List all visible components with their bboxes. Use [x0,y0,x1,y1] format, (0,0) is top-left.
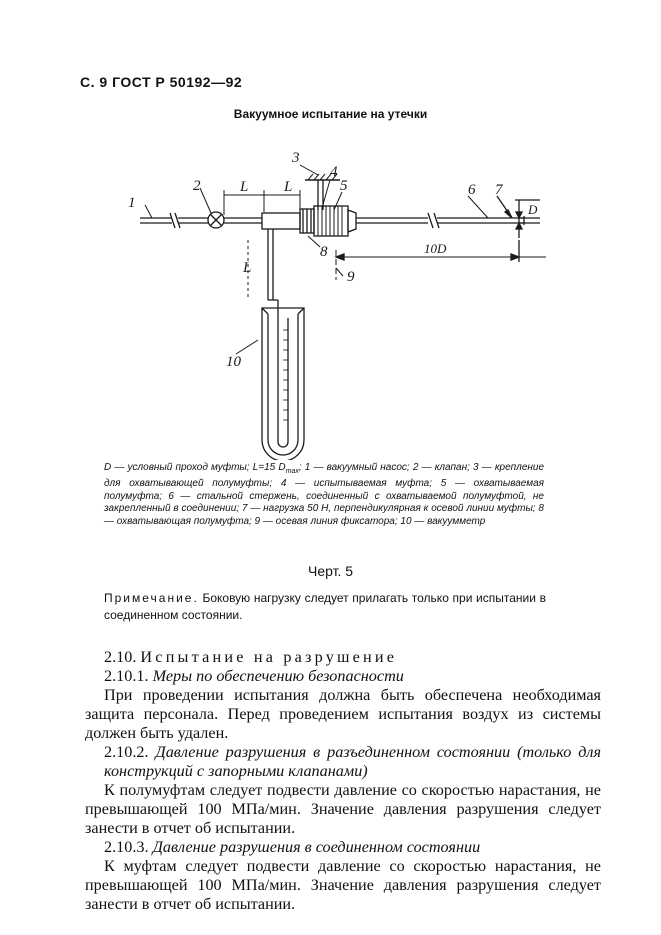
section-2-10-2-number: 2.10.2. [104,743,149,761]
figure-caption: Черт. 5 [307,563,354,579]
section-2-10-1-text: При проведении испытания должна быть обеспечена необходимая защита персонала. Перед проведением испытания воздух из системы должен быть удален. [85,686,601,742]
note-label: Примечание. [104,591,199,605]
section-2-10-number: 2.10. [104,648,137,666]
section-2-10-3-number: 2.10.3. [104,838,149,856]
section-2-10-2-title: Давление разрушения в разъединенном состоянии (только для конструкций с запорными клапанами) [104,743,601,780]
label-9: 9 [347,269,355,285]
label-8: 8 [320,244,328,260]
section-2-10-1-number: 2.10.1. [104,667,149,685]
section-2-10-title: Испытание на разрушение [140,648,398,666]
section-2-10-2-heading [104,743,601,781]
figure-title: Вакуумное испытание на утечки [233,107,428,121]
note-paragraph [104,590,546,624]
figure-legend [104,462,544,528]
label-7: 7 [495,182,503,198]
label-10: 10 [226,354,241,370]
note-text: Боковую нагрузку следует прилагать только при испытании в соединенном состоянии. [104,591,546,622]
legend-part2: ; 1 — вакуумный насос; 2 — клапан; 3 — крепление для охватывающей полумуфты; 4 — испытываемая муфта; 5 — охватываемая полумуфта; 6 — стальной стержень, соединенный с охватываемой полумуфтой, не закрепленный в соединении; 7 — нагрузка 50 Н, перпендикулярная к осевой линии муфты; 8 — охватывающая полумуфта; 9 — осевая линия фиксатора; 10 — вакуумметр [104,462,544,527]
label-L-3: L [243,260,252,276]
section-2-10-1-heading [104,667,601,686]
section-2-10-1-title: Меры по обеспечению безопасности [152,667,404,685]
section-2-10-3-title: Давление разрушения в соединенном состоянии [152,838,481,856]
tee-fitting [262,213,300,229]
label-5: 5 [340,178,348,194]
section-2-10-heading [104,648,397,667]
label-10D: 10D [424,241,447,256]
label-1: 1 [128,195,136,211]
legend-part1: D — условный проход муфты; L=15 D [104,462,286,473]
label-4: 4 [330,164,338,180]
tested-coupling [314,206,348,236]
male-coupling-half [348,210,356,232]
label-L-1: L [240,179,249,195]
section-2-10-3-heading [104,838,601,857]
label-L-2: L [284,179,293,195]
label-6: 6 [468,182,476,198]
label-2: 2 [193,178,201,194]
vacuum-test-diagram [0,140,661,460]
page-header: С. 9 ГОСТ Р 50192—92 [80,74,243,90]
label-D: D [528,202,538,217]
legend-subscript: max [285,468,299,475]
section-2-10-2-text: К полумуфтам следует подвести давление со скоростью нарастания, не превышающей 100 МПа/мин. Значение давления разрушения следует занести в отчет об испытании. [85,781,601,837]
section-2-10-3-text: К муфтам следует подвести давление со скоростью нарастания, не превышающей 100 МПа/мин. Значение давления разрушения следует занести в отчет об испытании. [85,857,601,913]
label-3: 3 [292,150,300,166]
